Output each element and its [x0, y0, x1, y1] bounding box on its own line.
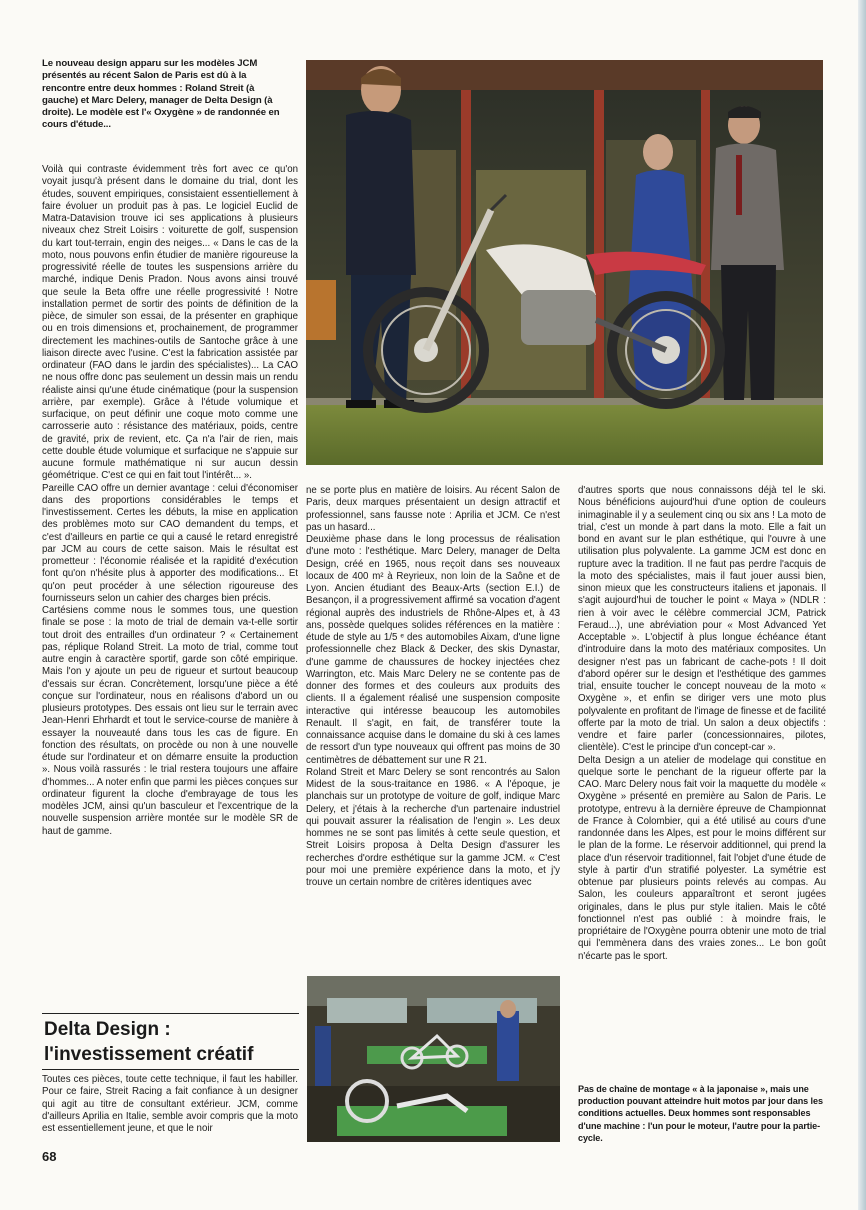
- page-edge: [858, 0, 866, 1210]
- col2-paragraph: ne se porte plus en matière de loisirs. Au récent Salon de Paris, deux marques présentaient un design attractif et professionnel, sans fausse note : Aprilia et JCM. Ce n'est pas un hasard...: [306, 485, 560, 533]
- section-heading-line2: l'investissement créatif: [44, 1044, 254, 1065]
- col1-paragraph: Voilà qui contraste évidemment très fort avec ce qu'on voyait jusqu'à présent dans le domaine du trial, dont les études, souvent empiriques, consistaient essentiellement à faire évoluer un produit pas à pas. Le logiciel Euclid de Matra-Datavision trouve ici ses applications à plusieurs niveaux chez Streit Loisirs : voiturette de golf, suspension du kart tout-terrain, engin des neiges... « Dans le cas de la moto, nous pouvons enfin étudier de manière rigoureuse la progressivité réelle de toutes les suspensions arrière du marché, indique Denis Pradon. Nous avons ainsi trouvé que seule la Beta offre une réelle progressivité ! Notre installation permet de sortir des points de définition de la pièce, de simuler son essai, de la présenter en graphique ou en trois dimensions et, prochainement, de programmer directement les machines-outils de Santoche grâce à une liaison directe avec l'usine. C'est la fabrication assistée par ordinateur (FAO dans le jardin des spécialistes)... La CAO ne nous offre donc pas seulement un dessin mais un rendu réaliste ainsi qu'une étude cinématique (pour la suspension arrière, par exemple). Grâce à l'étude volumique et surfacique, on peut définir une coque moto comme une carrosserie auto : résistance des matériaux, poids, centre de gravité, prix de revient, etc. Ça n'a l'air de rien, mais cette double étude volumique et surfacique ne s'appuie sur aucune formule mathématique ni sur aucun dessin géométrique. C'est ce qui en fait tout l'intérêt... ».: [42, 164, 298, 482]
- column-3-body: [578, 485, 826, 963]
- photo-workshop: [307, 976, 560, 1142]
- caption-bottom: Pas de chaîne de montage « à la japonaise », mais une production pouvant atteindre huit motos par jour dans les conditions actuelles. Deux hommes sont responsables d'une machine : l'un pour le moteur, l'autre pour la partie-cycle.: [578, 1084, 823, 1143]
- column-1-body: [42, 164, 298, 838]
- col3-paragraph: Delta Design a un atelier de modelage qui constitue en quelque sorte le penchant de la rigueur offerte par la CAO. Marc Delery nous fait voir la maquette du modèle « Oxygène » présenté en première au Salon de Paris. Le prototype, entrevu à la dernière épreuve de Championnat de France à Colombier, qui a été utilisé au cours d'une randonnée dans les Alpes, est pour le moins différent sur le plan de la forme. Le réservoir additionnel, qui prend la place d'un réservoir traditionnel, fait l'objet d'une étude de style à partir d'un stratifié polyester. La symétrie est obtenue par plusieurs points relevés au compas. Au Salon, les couleurs apparaîtront et seront jugées originales, dans le plus pur style italien. Mais le côté fonctionnel n'est pas oublié : à moindre frais, le propriétaire de l'Oxygène pourra obtenir une moto de trial qui l'emmènera dans des vraies zones... Le bon goût n'écarte pas le sport.: [578, 754, 826, 962]
- col1-paragraph: Pareille CAO offre un dernier avantage : celui d'économiser dans des proportions considérables le temps et l'investissement. Certes les débuts, la mise en application des problèmes moto sur CAO demandent du temps, et c'est d'ailleurs en partie ce qui a causé le retard enregistré par JCM au cours de cette saison. Mais le résultat est prometteur : l'économie réalisée et la rapidité d'exécution font qu'on n'hésite plus à apporter des modifications... Et qu'on peut procéder à une sélection rigoureuse des fournisseurs selon un cahier des charges bien précis.: [42, 482, 298, 604]
- column-1-bottom: Toutes ces pièces, toute cette technique, il faut les habiller. Pour ce faire, Streit Racing a fait confiance à un designer qui agit au titre de consultant extérieur. JCM, comme d'ailleurs Aprilia en Italie, semble avoir compris que la moto est essentiellement jeune, et que le noir: [42, 1074, 298, 1134]
- page-number: 68: [42, 1149, 57, 1164]
- column-2-body: [306, 485, 560, 889]
- section-heading-line1: Delta Design :: [44, 1019, 171, 1040]
- caption-top: Le nouveau design apparu sur les modèles JCM présentés au récent Salon de Paris est dû à la rencontre entre deux hommes : Roland Streit (à gauche) et Marc Delery, manager de Delta Design (à droite). Le modèle est l'« Oxygène » de randonnée en cours d'étude...: [42, 58, 280, 131]
- col2-paragraph: Deuxième phase dans le long processus de réalisation d'une moto : l'esthétique. Marc Delery, manager de Delta Design, créé en 1965, nous reçoit dans ses nouveaux locaux de 400 m² à Reyrieux, non loin de la Saône et de Lyon. Ancien étudiant des Beaux-Arts (section E.I.) de Besançon, il a progressivement affirmé sa vocation d'agent régional auprès des industriels de Rhône-Alpes et, à 43 ans, possède quelques solides références en la matière : étude de style au 1/5 ᵉ des automobiles Aixam, d'une ligne professionnelle chez Black & Decker, des skis Dynastar, d'une gamme de chaussures de hockey injectées chez Warrington, etc. Mais Marc Delery ne se contente pas de donner des formes et des couleurs aux produits des clients. Il a également réalisé une suspension composite interactive qui intéresse beaucoup les automobiles Renault. Il s'agit, en fait, de transférer toute la connaissance acquise dans le domaine du ski à ces lames de ressort d'un type nouveaux qui offrent pas moins de 30 centimètres de débattement sur une R 21.: [306, 534, 560, 766]
- col2-paragraph: Roland Streit et Marc Delery se sont rencontrés au Salon Midest de la sous-traitance en 1986. « A l'époque, je planchais sur un prototype de voiture de golf, indique Marc Delery, et j'étais à la recherche d'un partenaire industriel qui pouvait assurer la réalisation de l'engin ». Les deux hommes ne se sont pas limités à cette seule question, et Streit Loisirs proposa à Delta Design d'assurer les recherches d'ordre esthétique sur la gamme JCM. « C'est pour moi une première expérience dans la moto, et j'y trouve un certain nombre de critères identiques avec: [306, 766, 560, 888]
- section-heading: [42, 1013, 299, 1070]
- photo-designers-motorcycle: [306, 60, 823, 465]
- col1-paragraph: Cartésiens comme nous le sommes tous, une question finale se pose : la moto de trial de demain va-t-elle sortir tout droit des entrailles d'un ordinateur ? « Certainement pas, réplique Roland Streit. La moto de trial, comme tout autre engin à caractère sportif, garde son côté empirique. Mais l'on y ajoute un peu de rigueur et surtout beaucoup d'essais sur écran. Concrètement, lorsqu'une pièce a été conçue sur l'ordinateur, nous en réalisons d'abord un ou plusieurs prototypes. Des essais ont lieu sur le terrain avec Jean-Henri Ehrhardt et tout le service-course de manière à essayer la nouveauté dans tous les cas de figure. En fonction des résultats, on procède ou non à une nouvelle étude sur l'ordinateur et on démarre ensuite la production ». Nous voilà rassurés : le trial restera toujours une affaire d'hommes... A noter enfin que parmi les pièces conçues sur ordinateur figurent la cloche d'embrayage de tous les modèles JCM, ainsi qu'un basculeur et l'excentrique de la nouvelle suspension arrière montée sur le modèle SR de haut de gamme.: [42, 605, 298, 837]
- col3-paragraph: d'autres sports que nous connaissons déjà tel le ski. Nous bénéficions aujourd'hui d'une option de couleurs inimaginable il y a seulement cinq ou six ans ! La moto de trial, c'est un monde à part dans la moto. Elle a fait un bond en avant sur le plan esthétique, qui l'ouvre à une utilisation plus polyvalente. La gamme JCM est donc en rupture avec la tradition. Il ne faut pas perdre l'acquis de la moto des spécialistes, mais il faut jouer aussi bien, sinon mieux que les constructeurs italiens et japonais. Il s'agit aujourd'hui de toucher le point « Maya » (NDLR : rien à voir avec le célèbre commercial JCM, Patrick Feraud...), une abréviation pour « Most Advanced Yet Acceptable ». L'objectif à plus longue échéance étant d'introduire dans la moto des matériaux composites. Un designer n'est pas un fabricant de cache-pots ! Il doit d'abord opérer sur le design et l'esthétique des gammes trial, ensuite toucher le concept nouveau de la moto « Oxygène », et enfin se diriger vers une moto plus polyvalente en profitant de l'image de finesse et de facilité offerte par la moto de trial. Un salon a deux objectifs : vendre et faire parler (concessionnaires, pilotes, clientèle). C'est le principe d'un concept-car ».: [578, 485, 826, 754]
